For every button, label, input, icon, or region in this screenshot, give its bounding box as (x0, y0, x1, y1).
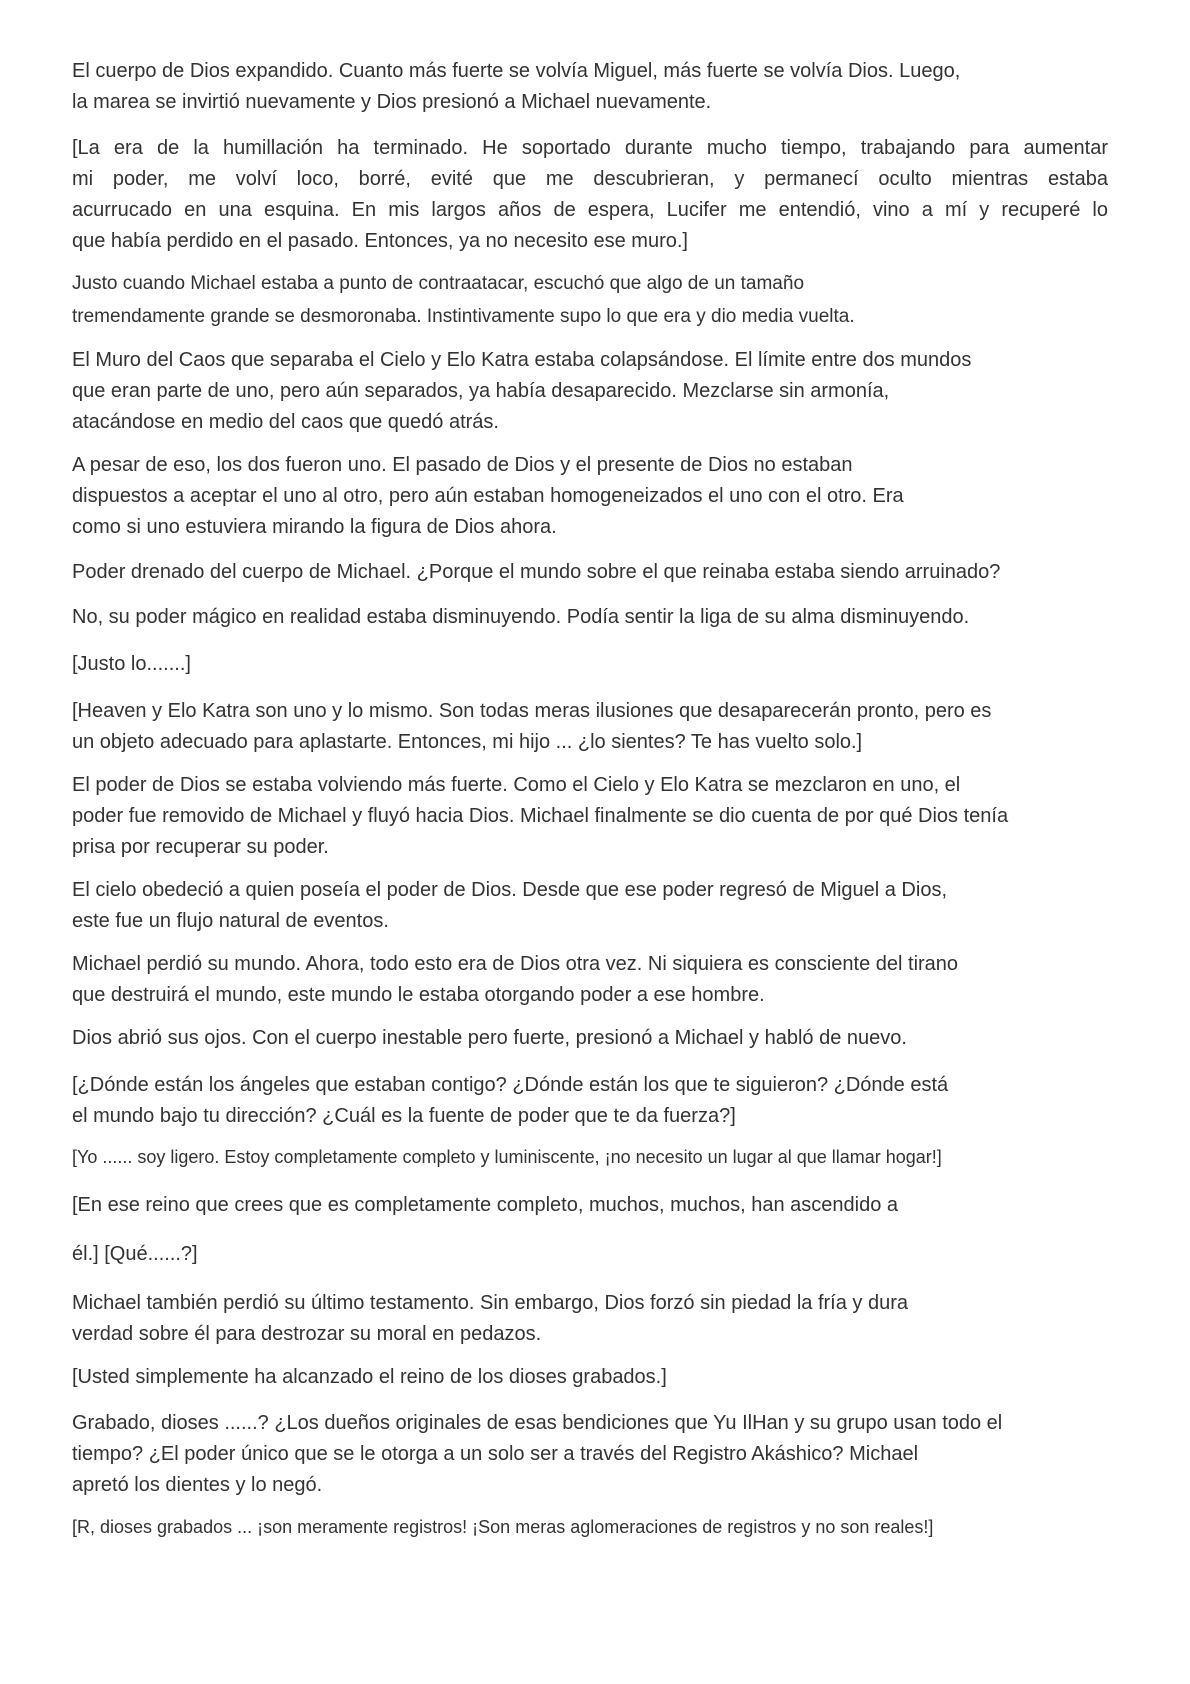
paragraph (72, 949, 1108, 1011)
paragraph (72, 649, 1108, 680)
text-line: Michael también perdió su último testamento. Sin embargo, Dios forzó sin piedad la fría y dura (72, 1292, 908, 1314)
text-line: [Usted simplemente ha alcanzado el reino de los dioses grabados.] (72, 1366, 667, 1388)
text-line: Justo cuando Michael estaba a punto de contraatacar, escuchó que algo de un tamaño (72, 273, 805, 294)
paragraph (72, 1408, 1108, 1501)
paragraph (72, 1190, 1108, 1221)
paragraph (72, 1070, 1108, 1132)
text-line: Michael perdió su mundo. Ahora, todo esto era de Dios otra vez. Ni siquiera es consciente del tirano (72, 953, 959, 975)
paragraph (72, 267, 1108, 333)
text-line: el mundo bajo tu dirección? ¿Cuál es la fuente de poder que te da fuerza?] (72, 1105, 736, 1127)
text-line: [Heaven y Elo Katra son uno y lo mismo. Son todas meras ilusiones que desaparecerán pronto, pero es (72, 700, 992, 722)
paragraph (72, 602, 1108, 633)
text-line: dispuestos a aceptar el uno al otro, pero aún estaban homogeneizados el uno con el otro. Era (72, 485, 904, 507)
text-line: Grabado, dioses ......? ¿Los dueños originales de esas bendiciones que Yu IlHan y su grupo usan todo el (72, 1412, 1003, 1434)
text-line: tiempo? ¿El poder único que se le otorga a un solo ser a través del Registro Akáshico? Michael (72, 1443, 919, 1465)
text-line: El Muro del Caos que separaba el Cielo y Elo Katra estaba colapsándose. El límite entre dos mundos (72, 349, 972, 371)
paragraph (72, 56, 1108, 118)
text-line: poder fue removido de Michael y fluyó hacia Dios. Michael finalmente se dio cuenta de por qué Dios tenía (72, 805, 1009, 827)
paragraph (72, 1362, 1108, 1393)
text-line: mi poder, me volví loco, borré, evité que me descubrieran, y permanecí oculto mientras estaba (72, 168, 1108, 190)
text-line: [En ese reino que crees que es completamente completo, muchos, muchos, han ascendido a (72, 1194, 899, 1216)
text-line: verdad sobre él para destrozar su moral en pedazos. (72, 1323, 542, 1345)
text-line: atacándose en medio del caos que quedó atrás. (72, 411, 499, 433)
text-line: El poder de Dios se estaba volviendo más fuerte. Como el Cielo y Elo Katra se mezclaron en uno, el (72, 774, 961, 796)
paragraph (72, 1288, 1108, 1350)
text-line: [R, dioses grabados ... ¡son meramente registros! ¡Son meras aglomeraciones de registros y no son reales!] (72, 1517, 934, 1537)
paragraph (72, 1023, 1108, 1054)
text-line: prisa por recuperar su poder. (72, 836, 329, 858)
text-line: que había perdido en el pasado. Entonces, ya no necesito ese muro.] (72, 230, 688, 252)
text-line: la marea se invirtió nuevamente y Dios presionó a Michael nuevamente. (72, 91, 712, 113)
paragraph (72, 557, 1108, 588)
text-line: él.] [Qué......?] (72, 1243, 198, 1265)
paragraph (72, 1142, 1108, 1172)
paragraph (72, 450, 1108, 543)
text-line: Poder drenado del cuerpo de Michael. ¿Porque el mundo sobre el que reinaba estaba siendo arruinado? (72, 561, 1001, 583)
paragraph (72, 1239, 1108, 1270)
text-line: [Yo ...... soy ligero. Estoy completamente completo y luminiscente, ¡no necesito un lugar al que llamar hogar!] (72, 1147, 942, 1167)
paragraph (72, 696, 1108, 758)
paragraph (72, 875, 1108, 937)
text-line: tremendamente grande se desmoronaba. Instintivamente supo lo que era y dio media vuelta. (72, 306, 855, 327)
paragraph (72, 770, 1108, 863)
text-line: que eran parte de uno, pero aún separados, ya había desaparecido. Mezclarse sin armonía, (72, 380, 890, 402)
text-line: No, su poder mágico en realidad estaba disminuyendo. Podía sentir la liga de su alma disminuyendo. (72, 606, 970, 628)
text-line: este fue un flujo natural de eventos. (72, 910, 389, 932)
text-line: [¿Dónde están los ángeles que estaban contigo? ¿Dónde están los que te siguieron? ¿Dónde está (72, 1074, 949, 1096)
paragraph (72, 345, 1108, 438)
text-line: un objeto adecuado para aplastarte. Entonces, mi hijo ... ¿lo sientes? Te has vuelto solo.] (72, 731, 863, 753)
text-line: El cuerpo de Dios expandido. Cuanto más fuerte se volvía Miguel, más fuerte se volvía Dios. Luego, (72, 60, 961, 82)
text-line: acurrucado en una esquina. En mis largos años de espera, Lucifer me entendió, vino a mí y recuperé lo (72, 199, 1108, 221)
paragraph (72, 1512, 1108, 1542)
text-line: apretó los dientes y lo negó. (72, 1474, 323, 1496)
text-line: El cielo obedeció a quien poseía el poder de Dios. Desde que ese poder regresó de Miguel a Dios, (72, 879, 947, 901)
text-line: [Justo lo.......] (72, 653, 191, 675)
document-body (72, 56, 1108, 1542)
text-line: A pesar de eso, los dos fueron uno. El pasado de Dios y el presente de Dios no estaban (72, 454, 853, 476)
paragraph (72, 133, 1108, 257)
text-line: que destruirá el mundo, este mundo le estaba otorgando poder a ese hombre. (72, 984, 765, 1006)
text-line: [La era de la humillación ha terminado. He soportado durante mucho tiempo, trabajando para aumentar (72, 137, 1108, 159)
text-line: Dios abrió sus ojos. Con el cuerpo inestable pero fuerte, presionó a Michael y habló de nuevo. (72, 1027, 907, 1049)
text-line: como si uno estuviera mirando la figura de Dios ahora. (72, 516, 557, 538)
